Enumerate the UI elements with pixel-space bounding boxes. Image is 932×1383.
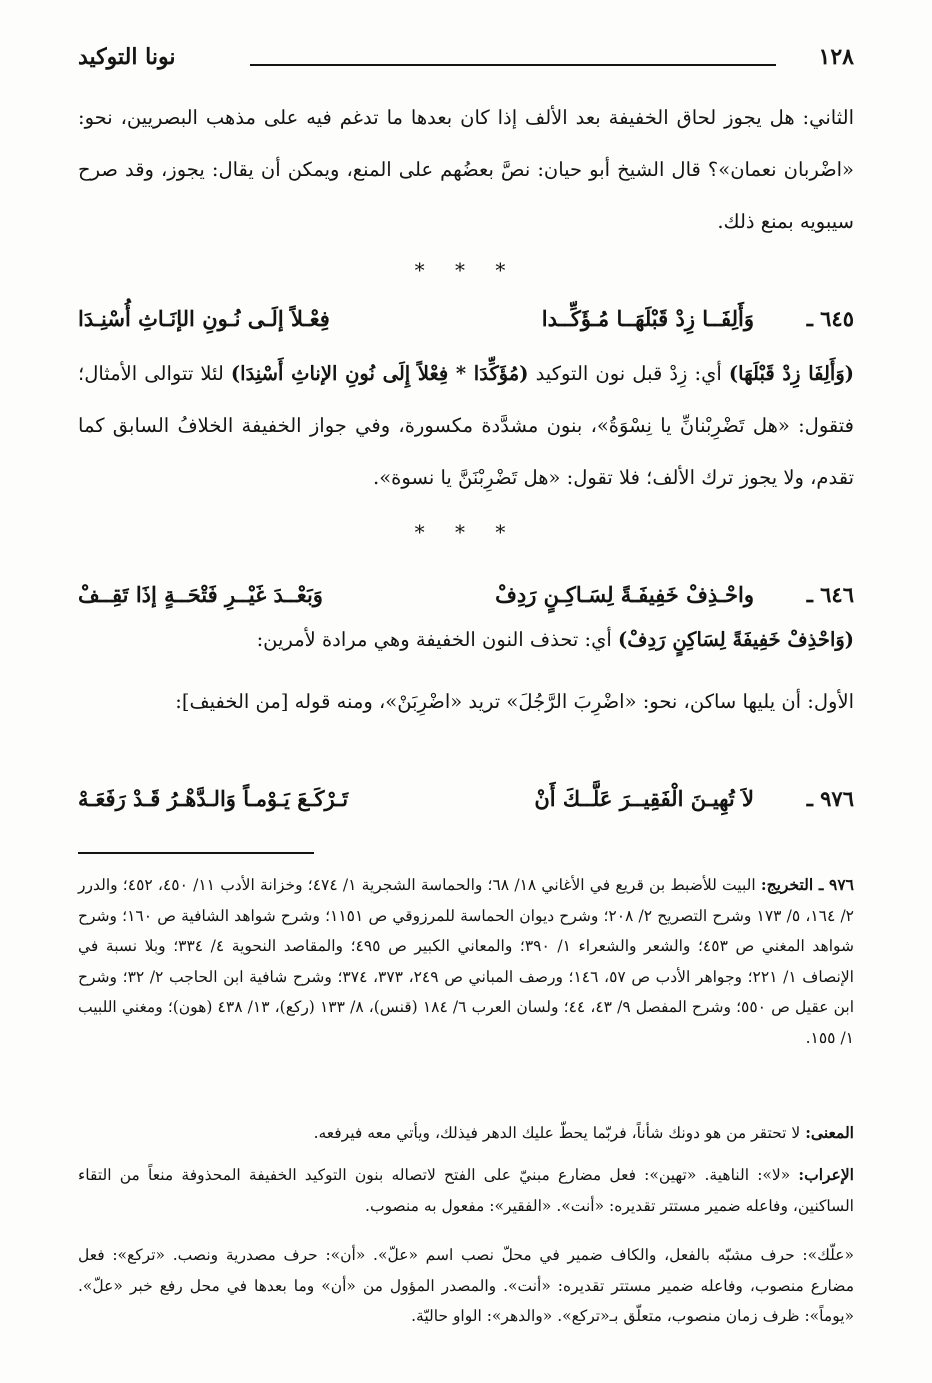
commentary-text: لئلا تتوالى الأمثال؛ فتقول: «هل تَضْرِبْنانِّ يا نِسْوَةُ»، بنون مشدَّدة مكسورة، وفي جواز الخفيفة الخلافُ السابق كما تقدم، ولا يجوز ترك الألف؛ فلا تقول: «هل تَضْرِبْنَنَّ يا نسوة». [78, 362, 854, 489]
footnote-rule [78, 852, 314, 854]
verse-646 [78, 582, 854, 622]
commentary-text: أي: زِدْ قبل نون التوكيد [528, 362, 729, 385]
commentary-lead: (وَاحْذِفْ خَفِيفَةً لِسَاكِنٍ رَدِفْ) [618, 628, 854, 651]
verse-hemistich-second: فِعْـلاً إلَـى نُـونِ الإنَـاثِ أُسْنِـدَا [78, 306, 330, 331]
verse-hemistich-first: واحْـذِفْ خَفِيفَـةً لِسَـاكِـنٍ رَدِفْ [495, 582, 754, 607]
paragraph-second-issue: الثاني: هل يجوز لحاق الخفيفة بعد الألف إذا كان بعدها ما تدغم فيه على مذهب البصريين، نحو: «اضْربان نعمان»؟ قال الشيخ أبو حيان: نصَّ بعضُهم على المنع، ويمكن أن يقال: يجوز، وقد صرح سيبويه بمنع ذلك. [78, 106, 854, 233]
verse-hemistich-second: وَبَعْــدَ غَيْــرِ فَتْحَــةٍ إذَا تَقِــفْ [78, 582, 323, 607]
commentary-645 [78, 348, 854, 504]
commentary-lead: (وَأَلِفَا زِدْ قَبْلَهَا) [728, 362, 854, 385]
commentary-646 [78, 620, 854, 660]
page-number: ١٢٨ [818, 44, 854, 70]
page-header [78, 44, 854, 84]
commentary-text: أي: تحذف النون الخفيفة وهي مرادة لأمرين: [256, 628, 618, 651]
section-separator: * * * [414, 258, 518, 282]
running-title: نونا التوكيد [78, 44, 176, 70]
footnote-text: «لا»: الناهية. «تهين»: فعل مضارع مبنيّ على الفتح لاتصاله بنون التوكيد الخفيفة المحذوفة منعاً من التقاء الساكنين، وفاعله ضمير مستتر تقديره: «أنت». «الفقير»: مفعول به منصوب. [78, 1166, 854, 1215]
footnote-takhrij [78, 870, 854, 1053]
verse-976 [78, 786, 854, 826]
commentary-quote: (مُؤَكِّدَا * فِعْلاً إِلَى نُونِ الإناثِ أَسْنِدَا) [230, 362, 529, 385]
verse-hemistich-first: لاَ تُهِيـنَ الْفَقِيــرَ عَلَّــكَ أَنْ [534, 786, 754, 811]
footnote-label: ٩٧٦ ـ التخريج: [760, 875, 855, 894]
verse-number: ٦٤٦ ـ [806, 582, 854, 607]
section-separator: * * * [414, 520, 518, 544]
verse-hemistich-first: وَأَلِفَــا زِدْ قَبْلَهَــا مُـؤَكِّــدا [541, 306, 754, 331]
verse-number: ٦٤٥ ـ [806, 306, 854, 331]
footnote-irab-continued: «علّك»: حرف مشبّه بالفعل، والكاف ضمير في محلّ نصب اسم «علّ». «أن»: حرف مصدرية ونصب. «تركع»: فعل مضارع منصوب، وفاعله ضمير مستتر تقديره: «أنت». والمصدر المؤول من «أن» وما بعدها في محل رفع خبر «علّ». «يوماً»: ظرف زمان منصوب، متعلّق بـ«تركع». «والدهر»: الواو حاليّة. [78, 1246, 854, 1325]
verse-number: ٩٧٦ ـ [806, 786, 854, 811]
header-rule [250, 64, 776, 66]
first-reason: الأول: أن يليها ساكن، نحو: «اضْرِبَ الرَّجُلَ» تريد «اضْرِبَنْ»، ومنه قوله [من الخفيف]: [175, 690, 854, 713]
footnote-irab [78, 1160, 854, 1221]
footnote-text: لا تحتقر من هو دونك شأناً، فربّما يحطّ عليك الدهر فيذلك، ويأتي معه فيرفعه. [313, 1124, 806, 1142]
verse-645 [78, 306, 854, 346]
footnote-text: البيت للأضبط بن قريع في الأغاني ١٨/ ٦٨؛ والحماسة الشجرية ١/ ٤٧٤؛ وخزانة الأدب ١١/ ٤٥٠، ٤٥٢؛ والدرر ٢/ ١٦٤، ٥/ ١٧٣ وشرح التصريح ٢/ ٢٠٨؛ وشرح ديوان الحماسة للمرزوقي ص ١١٥١؛ وشرح شواهد الشافية ص ١٦٠؛ وشرح شواهد المغني ص ٤٥٣؛ والشعر والشعراء ١/ ٣٩٠؛ والمعاني الكبير ص ٤٩٥؛ والمقاصد النحوية ٤/ ٣٣٤؛ وبلا نسبة في الإنصاف ١/ ٢٢١؛ وجواهر الأدب ص ٥٧، ١٤٦؛ ورصف المباني ص ٢٤٩، ٣٧٣، ٣٧٤؛ وشرح شافية ابن الحاجب ٢/ ٣٢؛ وشرح ابن عقيل ص ٥٥٠؛ وشرح المفصل ٩/ ٤٣، ٤٤؛ ولسان العرب ٦/ ١٨٤ (قنس)، ٨/ ١٣٣ (ركع)، ١٣/ ٤٣٨ (هون)؛ ومغني اللبيب ١/ ١٥٥. [78, 876, 855, 1047]
footnote-label: الإعراب: [798, 1165, 854, 1184]
footnote-label: المعنى: [805, 1123, 854, 1142]
verse-hemistich-second: تَـرْكَـعَ يَـوْمـاً وَالـدَّهْـرُ قَـدْ رَفَعَـهْ [78, 786, 349, 811]
footnote-meaning [78, 1118, 854, 1149]
